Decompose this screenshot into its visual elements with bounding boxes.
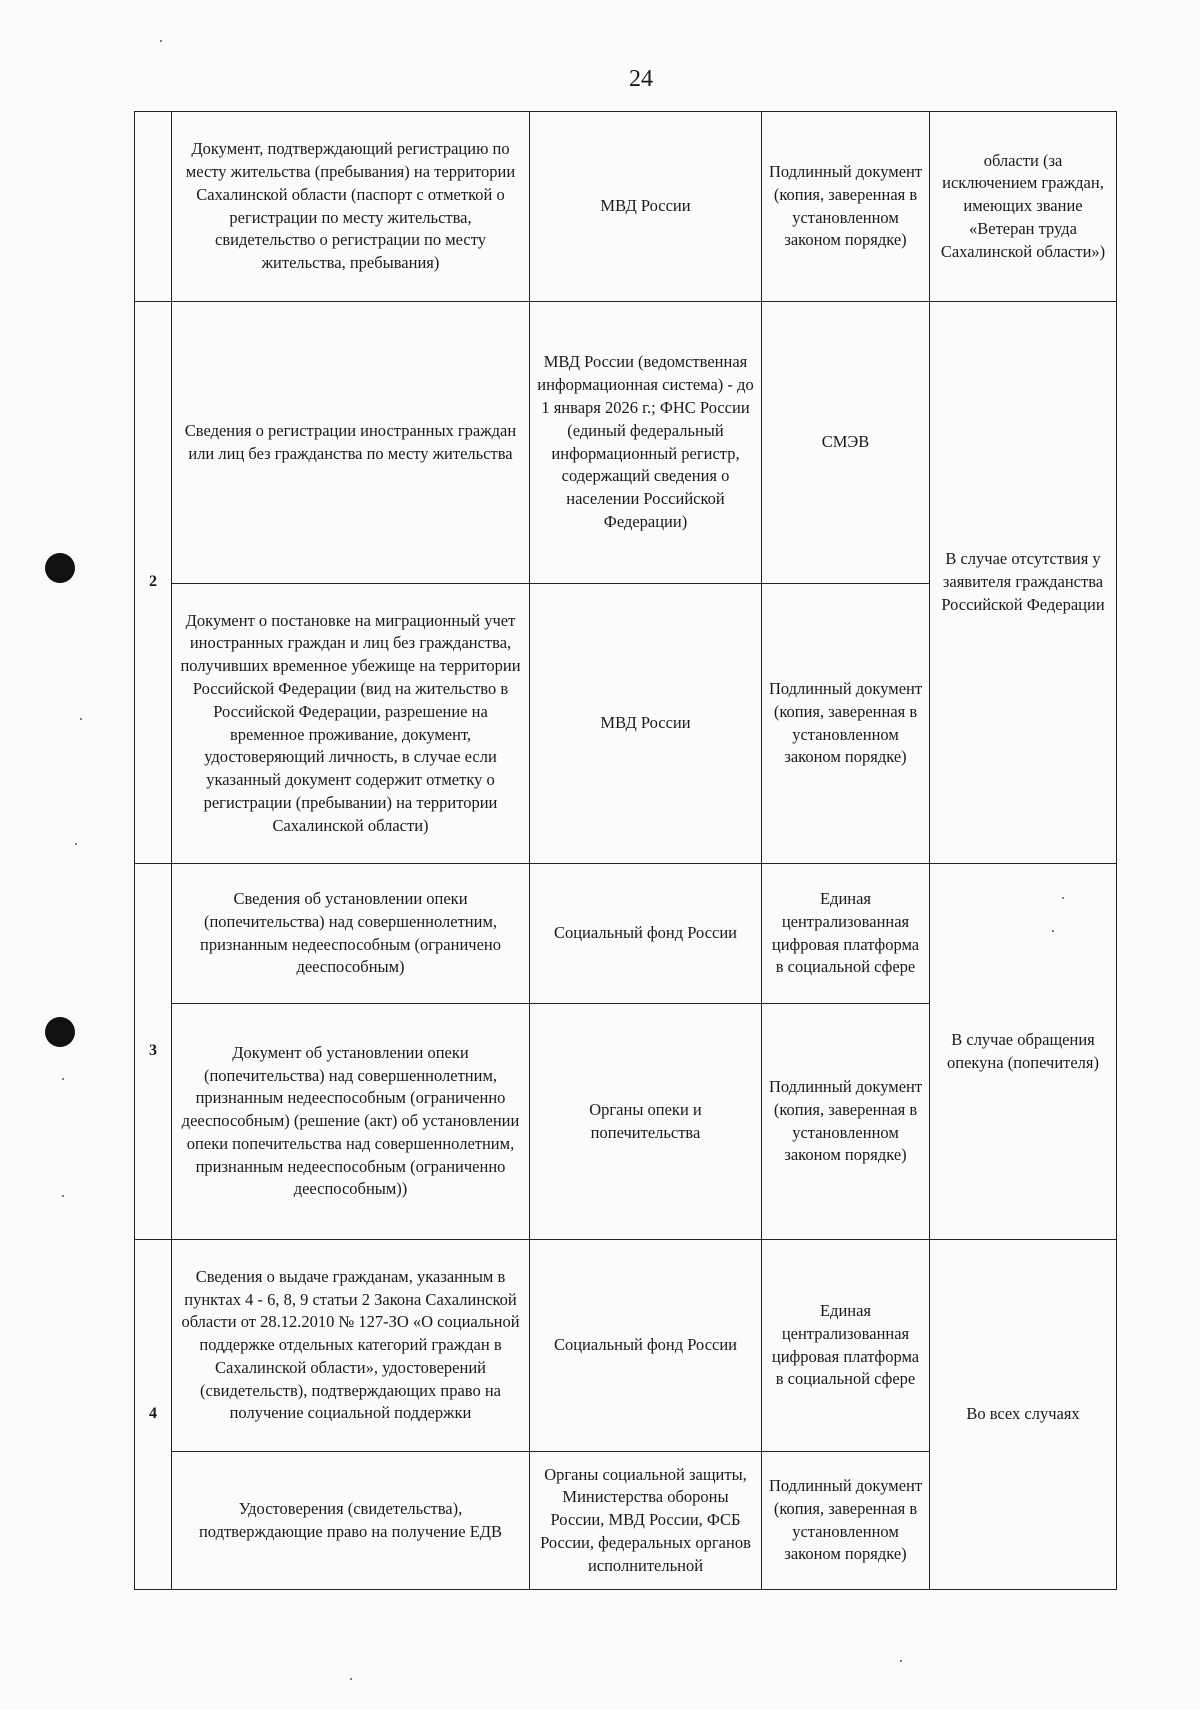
punch-hole [45,553,75,583]
table-row [135,864,1117,1004]
document-cell: Документ о постановке на миграционный учет иностранных граждан и лиц без гражданства, получивших временное убежище на территории Российской Федерации (вид на жительство в Российской Федерации, разрешение на временное проживание, документ, удостоверяющий личность, в случае если указанный документ содержит отметку о регистрации (пребывании) на территории Сахалинской области) [172,584,530,864]
group-number: 3 [135,864,172,1240]
document-cell: Сведения о регистрации иностранных граждан или лиц без гражданства по месту жительства [172,302,530,584]
table-row [135,112,1117,302]
form-cell: Единая централизованная цифровая платформа в социальной сфере [762,864,930,1004]
punch-hole [45,1017,75,1047]
source-cell: Социальный фонд России [530,1240,762,1452]
document-cell: Сведения о выдаче гражданам, указанным в пунктах 4 - 6, 8, 9 статьи 2 Закона Сахалинской области от 28.12.2010 № 127-ЗО «О социальной поддержке отдельных категорий граждан в Сахалинской области», удостоверений (свидетельств), подтверждающих право на получение социальной поддержки [172,1240,530,1452]
form-cell: Подлинный документ (копия, заверенная в установленном законом порядке) [762,1004,930,1240]
form-cell: Подлинный документ (копия, заверенная в установленном законом порядке) [762,584,930,864]
table-row [135,302,1117,584]
condition-cell: В случае отсутствия у заявителя гражданства Российской Федерации [930,302,1117,864]
condition-cell: Во всех случаях [930,1240,1117,1590]
page-number: 24 [629,66,653,92]
document-cell: Документ об установлении опеки (попечительства) над совершеннолетним, признанным недееспособным (ограниченно дееспособным) (решение (акт) об установлении опеки попечительства над совершеннолетним, признанным недееспособным (ограниченно дееспособным)) [172,1004,530,1240]
form-cell: Подлинный документ (копия, заверенная в установленном законом порядке) [762,1452,930,1590]
group-number [135,112,172,302]
source-cell: МВД России (ведомственная информационная система) - до 1 января 2026 г.; ФНС России (единый федеральный информационный регистр, содержащий сведения о населении Российской Федерации) [530,302,762,584]
document-cell: Сведения об установлении опеки (попечительства) над совершеннолетним, признанным недееспособным (ограничено дееспособным) [172,864,530,1004]
group-number: 4 [135,1240,172,1590]
source-cell: МВД России [530,584,762,864]
form-cell: Подлинный документ (копия, заверенная в установленном законом порядке) [762,112,930,302]
table-row [135,1240,1117,1452]
group-number: 2 [135,302,172,864]
form-cell: Единая централизованная цифровая платформа в социальной сфере [762,1240,930,1452]
form-cell: СМЭВ [762,302,930,584]
source-cell: Социальный фонд России [530,864,762,1004]
source-cell: МВД России [530,112,762,302]
documents-table [134,111,1117,1590]
condition-cell: В случае обращения опекуна (попечителя) [930,864,1117,1240]
document-cell: Удостоверения (свидетельства), подтверждающие право на получение ЕДВ [172,1452,530,1590]
source-cell: Органы опеки и попечительства [530,1004,762,1240]
condition-cell: области (за исключением граждан, имеющих звание «Ветеран труда Сахалинской области») [930,112,1117,302]
source-cell: Органы социальной защиты, Министерства обороны России, МВД России, ФСБ России, федеральных органов исполнительной [530,1452,762,1590]
document-cell: Документ, подтверждающий регистрацию по месту жительства (пребывания) на территории Сахалинской области (паспорт с отметкой о регистрации по месту жительства, свидетельство о регистрации по месту жительства, пребывания) [172,112,530,302]
